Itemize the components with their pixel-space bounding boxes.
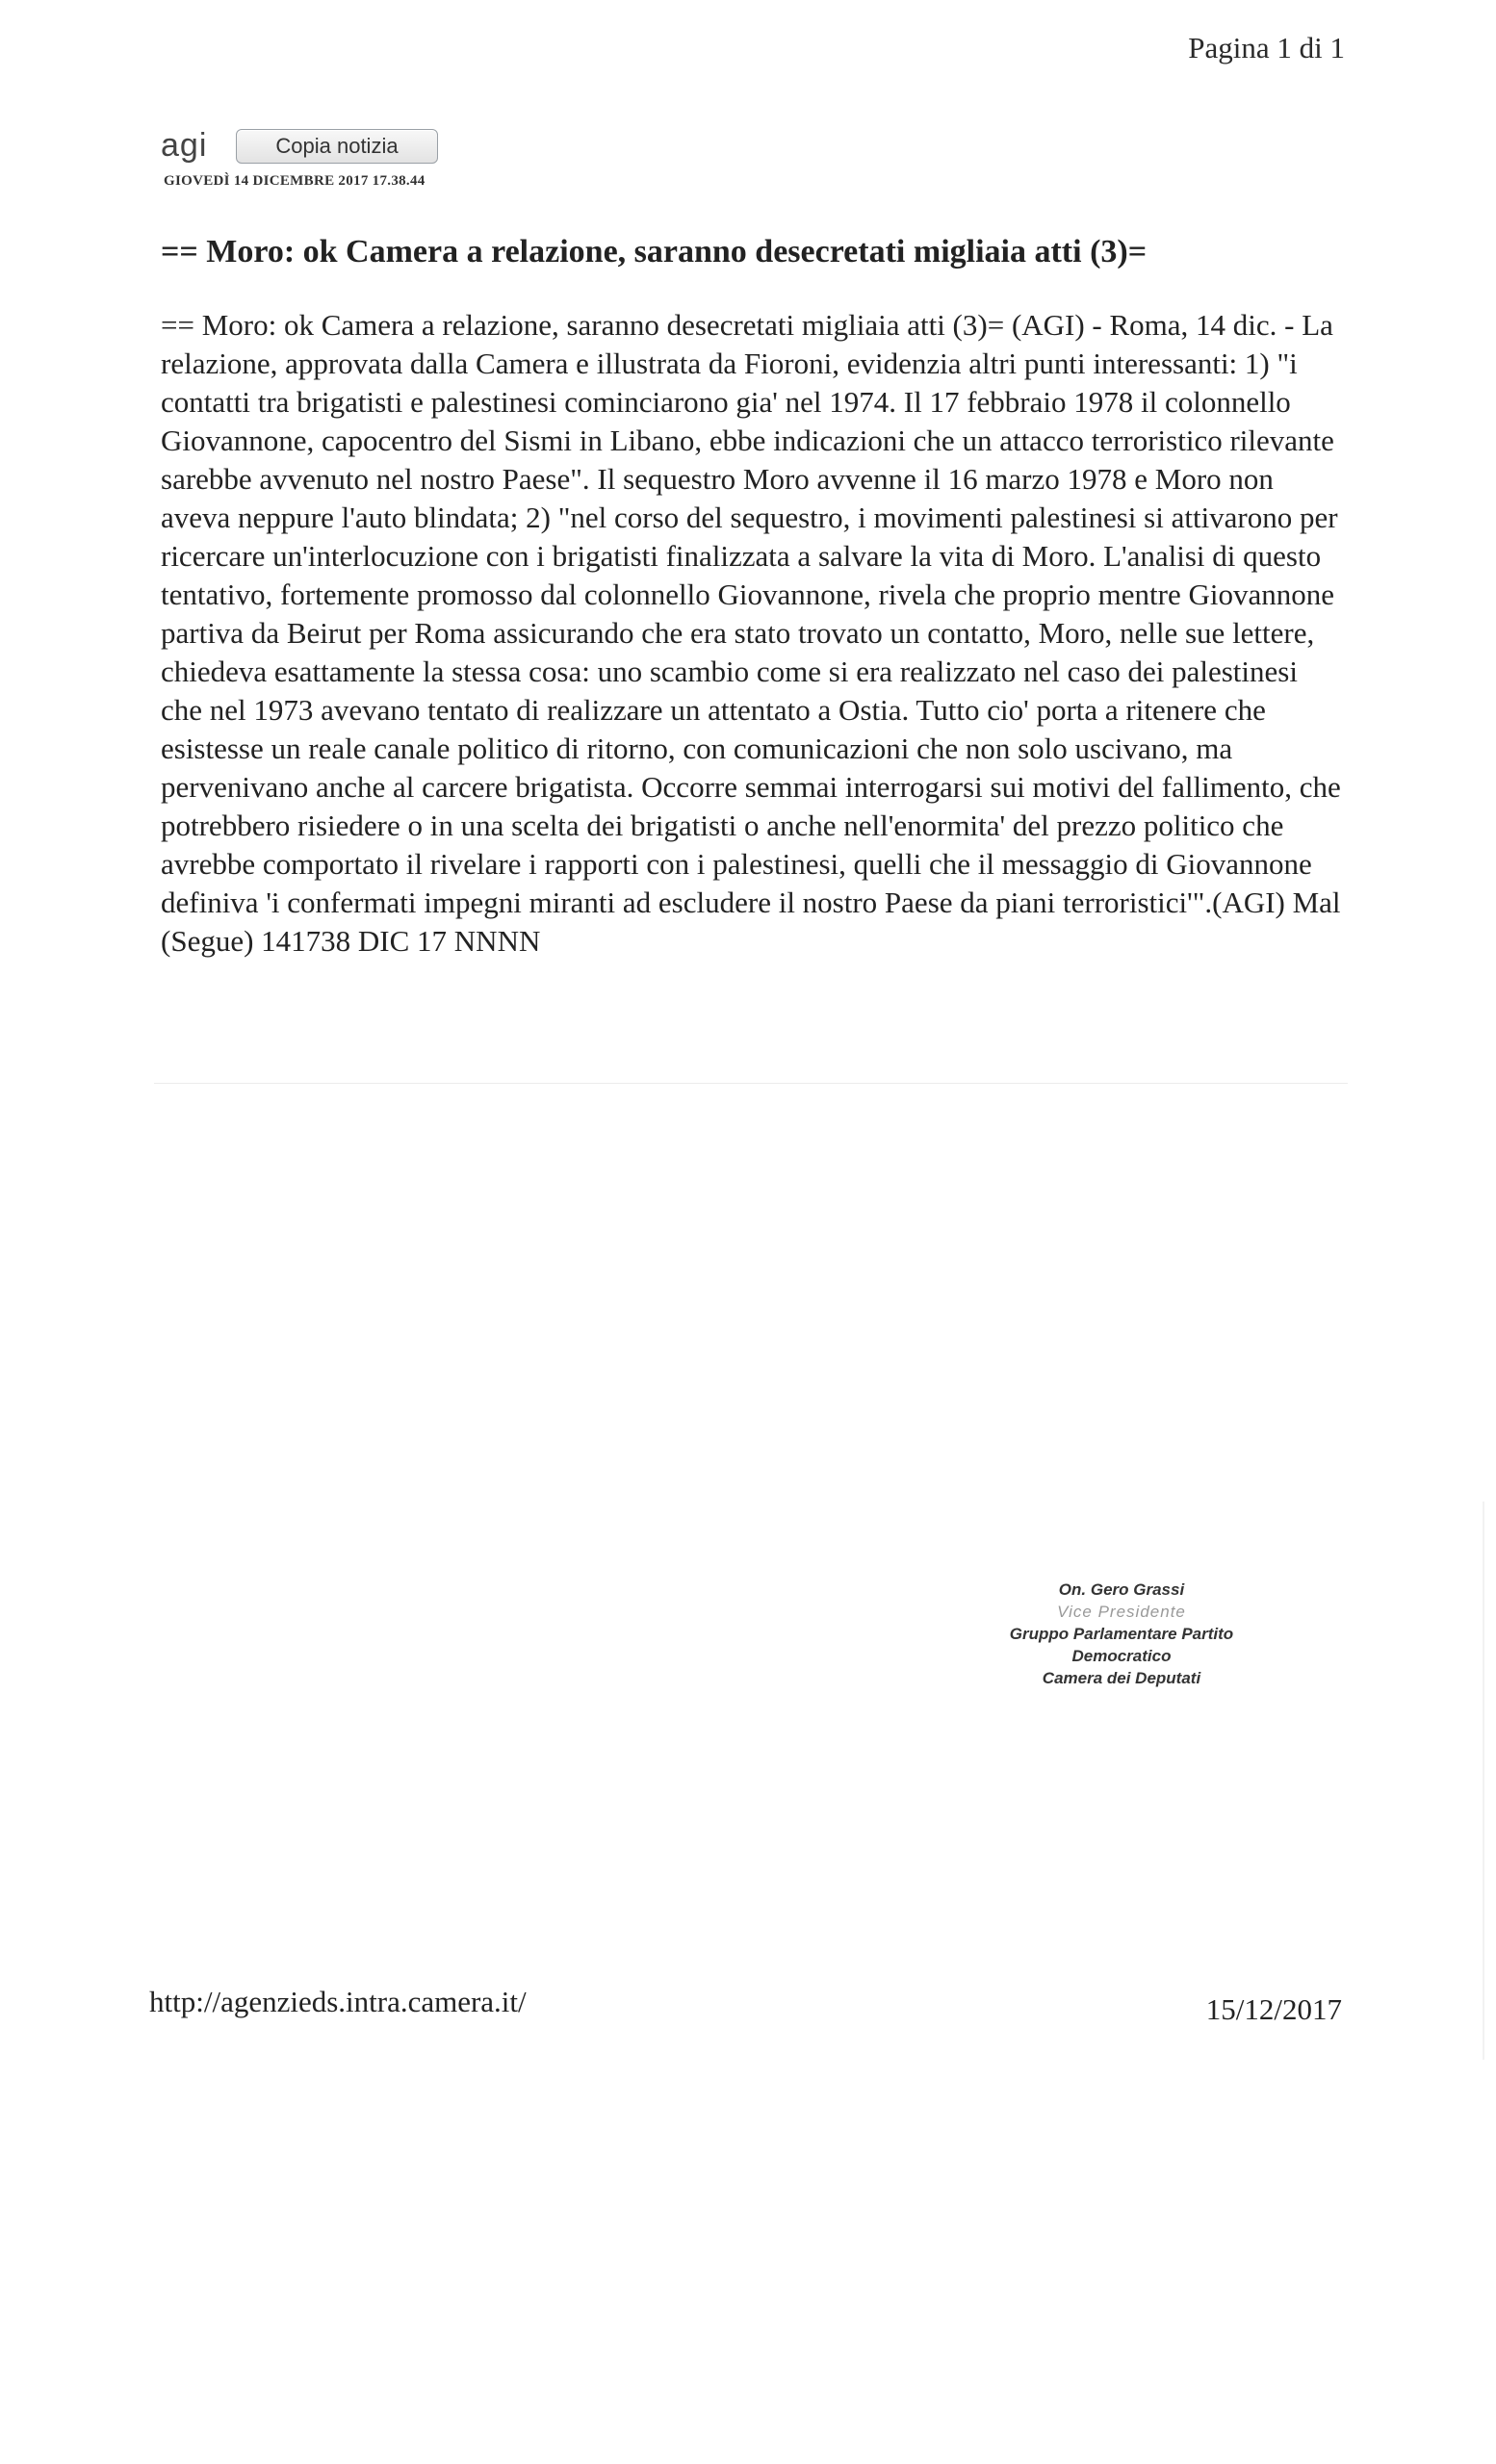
scan-edge-artifact (1483, 1502, 1484, 2060)
agi-logo: agi (161, 127, 208, 164)
stamp-name: On. Gero Grassi (1058, 1580, 1185, 1599)
signature-stamp (963, 1578, 1280, 1689)
stamp-group: Gruppo Parlamentare Partito Democratico (1009, 1625, 1234, 1665)
news-headline: == Moro: ok Camera a relazione, saranno desecretati migliaia atti (3)= (161, 234, 1148, 270)
news-dateline: GIOVEDÌ 14 DICEMBRE 2017 17.38.44 (164, 173, 426, 189)
stamp-role: Vice Presidente (1057, 1603, 1186, 1621)
news-body: == Moro: ok Camera a relazione, saranno desecretati migliaia atti (3)= (AGI) - Roma, 14 dic. - La relazione, approvata dalla Camera e illustrata da Fioroni, evidenzia altri punti interessanti: 1) "i contatti tra brigatisti e palestinesi cominciarono gia' nel 1974. Il 17 febbraio 1978 il colonnello Giovannone, capocentro del Sismi in Libano, ebbe indicazioni che un attacco terroristico rilevante sarebbe avvenuto nel nostro Paese". Il sequestro Moro avvenne il 16 marzo 1978 e Moro non aveva neppure l'auto blindata; 2) "nel corso del sequestro, i movimenti palestinesi si attivarono per ricercare un'interlocuzione con i brigatisti finalizzata a salvare la vita di Moro. L'analisi di questo tentativo, fortemente promosso dal colonnello Giovannone, rivela che proprio mentre Giovannone partiva da Beirut per Roma assicurando che era stato trovato un contatto, Moro, nelle sue lettere, chiedeva esattamente la stessa cosa: uno scambio come si era realizzato nel caso dei palestinesi che nel 1973 avevano tentato di realizzare un attentato a Ostia. Tutto cio' porta a ritenere che esistesse un reale canale politico di ritorno, con comunicazioni che non solo uscivano, ma pervenivano anche al carcere brigatista. Occorre semmai interrogarsi sui motivi del fallimento, che potrebbero risiedere o in una scelta dei brigatisti o anche nell'enormita' del prezzo politico che avrebbe comportato il rivelare i rapporti con i palestinesi, quelli che il messaggio di Giovannone definiva 'i confermati impegni miranti ad escludere il nostro Paese da piani terroristici'".(AGI) Mal (Segue) 141738 DIC 17 NNNN (161, 308, 1341, 958)
page-number-header: Pagina 1 di 1 (1188, 31, 1345, 64)
copy-news-button[interactable]: Copia notizia (236, 129, 437, 164)
section-divider (154, 1083, 1348, 1084)
footer-date: 15/12/2017 (1205, 1992, 1342, 2026)
footer-url: http://agenzieds.intra.camera.it/ (149, 1985, 527, 2018)
stamp-chamber: Camera dei Deputati (1042, 1669, 1201, 1687)
agency-bar (161, 127, 438, 165)
